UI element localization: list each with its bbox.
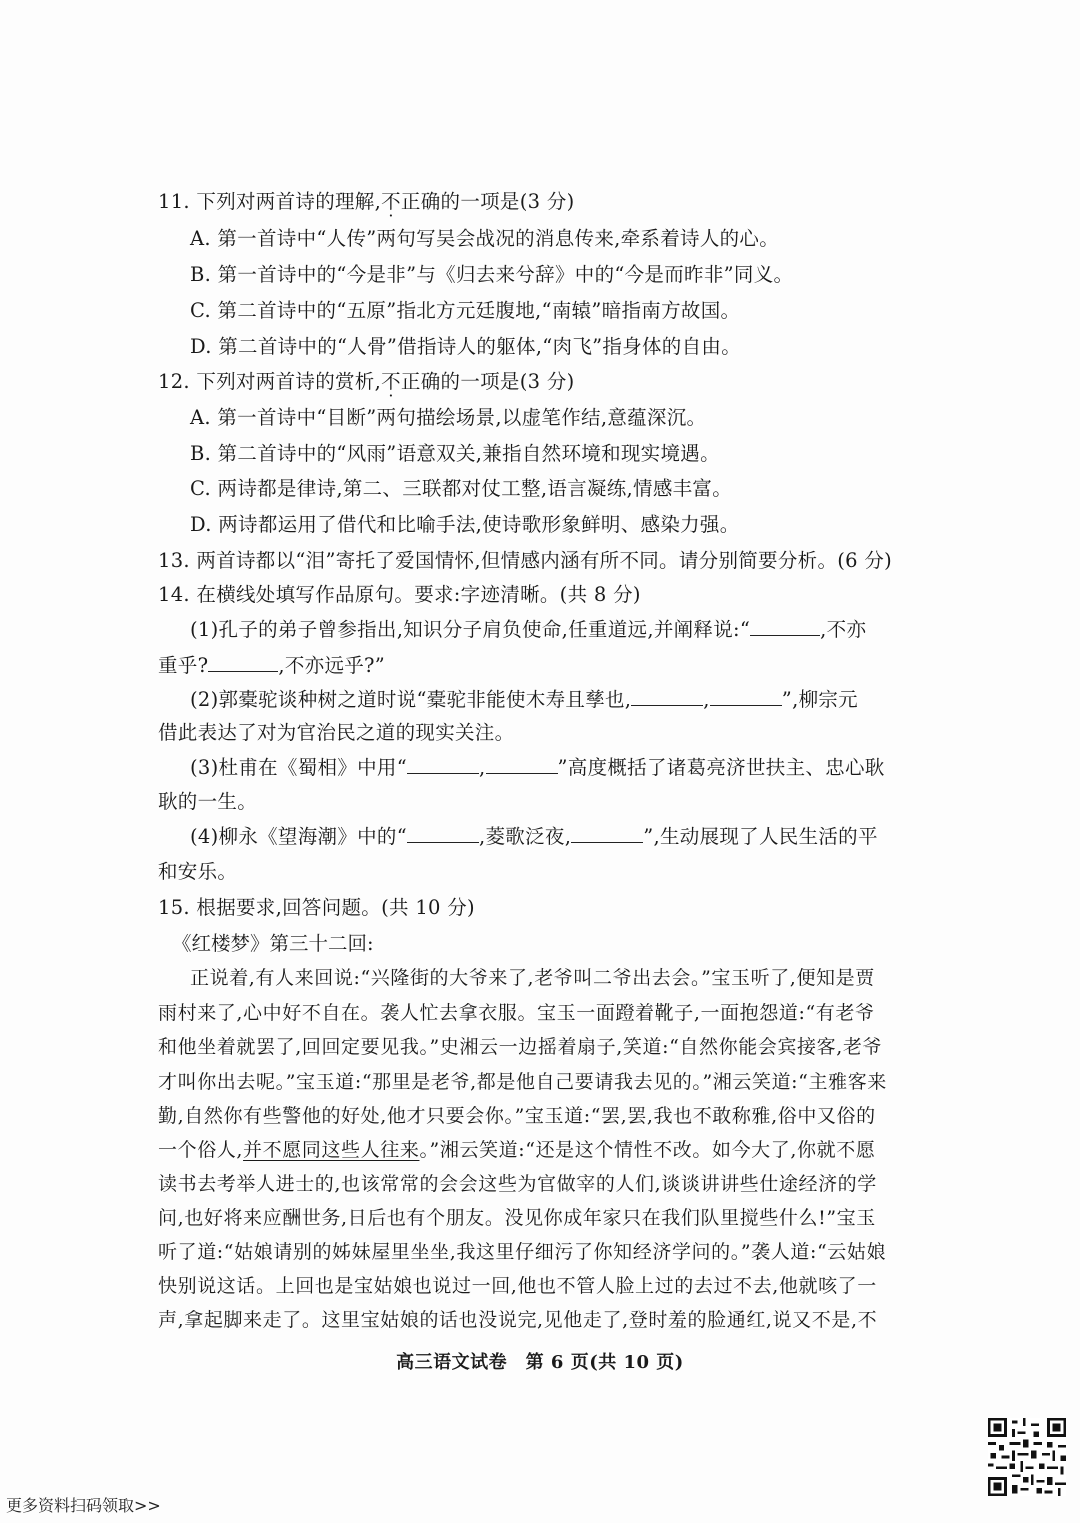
q12-option-b: B. 第二首诗中的“风雨”语意双关,兼指自然环境和现实境遇。 xyxy=(190,442,720,465)
q11-option-c: C. 第二首诗中的“五原”指北方元廷腹地,“南辕”暗指南方故国。 xyxy=(190,299,741,322)
q11-option-b: B. 第一首诗中的“今是非”与《归去来兮辞》中的“今是而昨非”同义。 xyxy=(190,263,794,286)
passage-line: 问,也好将来应酬世务,日后也有个朋友。没见你成年家只在我们队里搅些什么!”宝玉 xyxy=(158,1207,876,1229)
q14-item-4-cont: 和安乐。 xyxy=(158,860,238,883)
underlined-phrase: 并不愿同这些人往来 xyxy=(243,1139,420,1161)
passage-line: 一个俗人,并不愿同这些人往来。”湘云笑道:“还是这个情性不改。如今大了,你就不愿 xyxy=(158,1139,876,1161)
answer-blank[interactable] xyxy=(571,826,643,843)
question-12-stem: 12. 下列对两首诗的赏析,不正确的一项是(3 分) xyxy=(158,370,575,393)
passage-line: 读书去考举人进士的,也该常常的会会这些为官做宰的人们,谈谈讲讲些仕途经济的学 xyxy=(158,1173,877,1195)
answer-blank[interactable] xyxy=(750,619,820,636)
q12-option-c: C. 两诗都是律诗,第二、三联都对仗工整,语言凝练,情感丰富。 xyxy=(190,477,733,500)
question-11-stem: 11. 下列对两首诗的理解,不正确的一项是(3 分) xyxy=(158,190,575,213)
question-13: 13. 两首诗都以“泪”寄托了爱国情怀,但情感内涵有所不同。请分别简要分析。(6 分) xyxy=(158,549,893,572)
question-15-stem: 15. 根据要求,回答问题。(共 10 分) xyxy=(158,896,475,919)
more-resources-link[interactable]: 更多资料扫码领取>> xyxy=(6,1496,161,1515)
answer-blank[interactable] xyxy=(631,689,703,706)
q11-option-a: A. 第一首诗中“人传”两句写吴会战况的消息传来,牵系着诗人的心。 xyxy=(190,227,780,250)
q14-item-3-cont: 耿的一生。 xyxy=(158,790,258,813)
q14-item-4: (4)柳永《望海潮》中的“ ,菱歌泛夜, ”,生动展现了人民生活的平 xyxy=(190,825,878,848)
answer-blank[interactable] xyxy=(407,757,479,774)
q14-item-1-cont: 重乎? ,不亦远乎?” xyxy=(158,654,386,677)
page-footer: 高三语文试卷 第 6 页(共 10 页) xyxy=(396,1352,684,1373)
passage-line: 勤,自然你有些警他的好处,他才只要会你。”宝玉道:“罢,罢,我也不敢称雅,俗中又俗的 xyxy=(158,1105,876,1127)
passage-line: 快别说这话。上回也是宝姑娘也说过一回,他也不管人脸上过的去过不去,他就咳了一 xyxy=(158,1275,877,1297)
q14-item-2-cont: 借此表达了对为官治民之道的现实关注。 xyxy=(158,721,515,744)
q12-option-d: D. 两诗都运用了借代和比喻手法,使诗歌形象鲜明、感染力强。 xyxy=(190,513,740,536)
q11-option-d: D. 第二首诗中的“人骨”借指诗人的躯体,“肉飞”指身体的自由。 xyxy=(190,335,742,358)
answer-blank[interactable] xyxy=(486,757,558,774)
passage-source: 《红楼梦》第三十二回: xyxy=(172,932,374,955)
question-14-stem: 14. 在横线处填写作品原句。要求:字迹清晰。(共 8 分) xyxy=(158,583,641,606)
q12-option-a: A. 第一首诗中“目断”两句描绘场景,以虚笔作结,意蕴深沉。 xyxy=(190,406,707,429)
passage-line: 雨村来了,心中好不自在。袭人忙去拿衣服。宝玉一面蹬着靴子,一面抱怨道:“有老爷 xyxy=(158,1002,875,1024)
q14-item-2: (2)郭橐驼谈种树之道时说“橐驼非能使木寿且孳也, , ”,柳宗元 xyxy=(190,688,858,711)
passage-line: 听了道:“姑娘请别的姊妹屋里坐坐,我这里仔细污了你知经济学问的。”袭人道:“云姑娘 xyxy=(158,1241,887,1263)
passage-line: 才叫你出去呢。”宝玉道:“那里是老爷,都是他自己要请我去见的。”湘云笑道:“主雅客来 xyxy=(158,1071,887,1093)
passage-line: 和他坐着就罢了,回回定要见我。”史湘云一边摇着扇子,笑道:“自然你能会宾接客,老爷 xyxy=(158,1036,883,1058)
passage-line: 正说着,有人来回说:“兴隆街的大爷来了,老爷叫二爷出去会。”宝玉听了,便知是贾 xyxy=(190,967,875,989)
answer-blank[interactable] xyxy=(208,655,278,672)
answer-blank[interactable] xyxy=(710,689,782,706)
answer-blank[interactable] xyxy=(407,826,479,843)
q14-item-3: (3)杜甫在《蜀相》中用“ , ”高度概括了诸葛亮济世扶主、忠心耿 xyxy=(190,756,885,779)
qr-code-icon[interactable] xyxy=(988,1418,1066,1496)
q14-item-1: (1)孔子的弟子曾参指出,知识分子肩负使命,任重道远,并阐释说:“ ,不亦 xyxy=(190,618,867,641)
passage-line: 声,拿起脚来走了。这里宝姑娘的话也没说完,见他走了,登时羞的脸通红,说又不是,不 xyxy=(158,1309,878,1331)
